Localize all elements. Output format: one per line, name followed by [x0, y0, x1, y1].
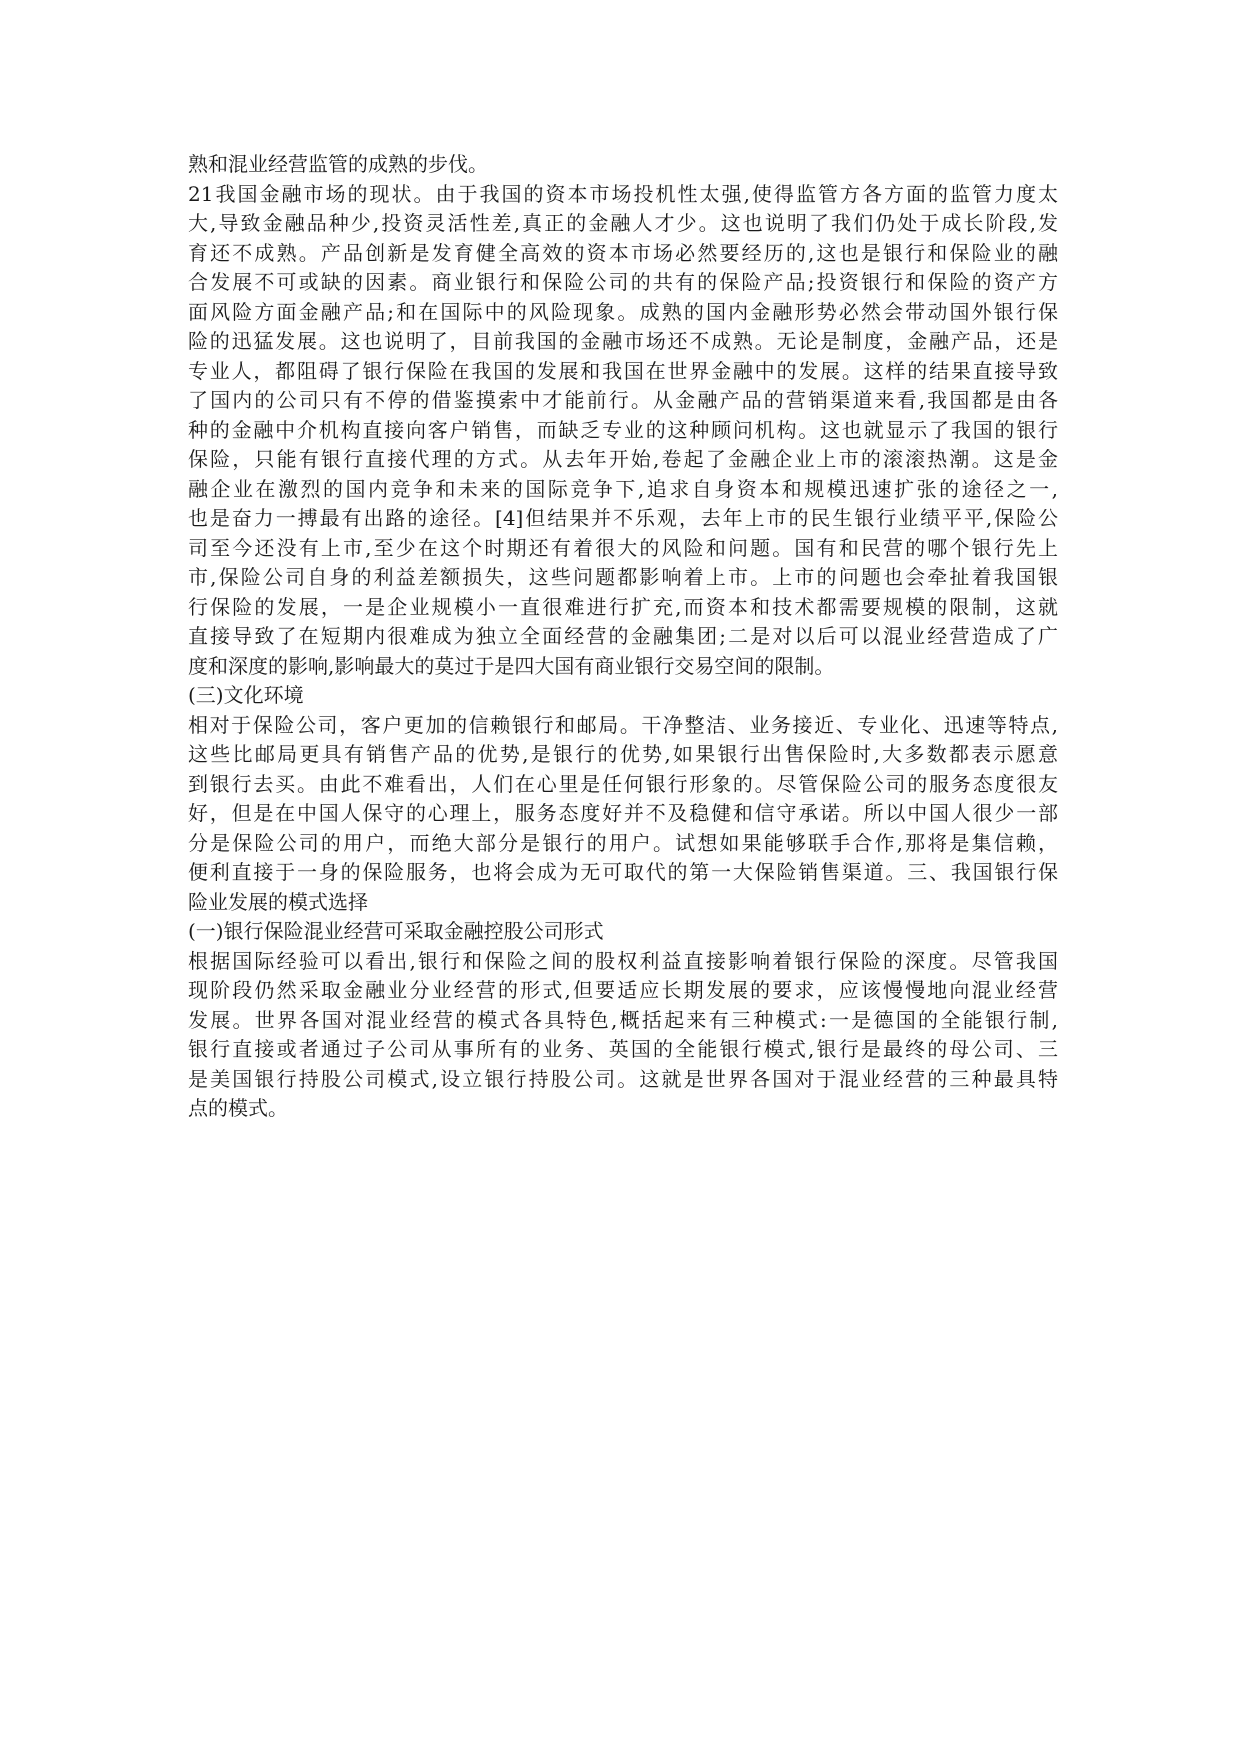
text-line: 根据国际经验可以看出,银行和保险之间的股权利益直接影响着银行保险的深度。尽管我国 [188, 948, 1058, 973]
text-line: 好，但是在中国人保守的心理上，服务态度好并不及稳健和信守承诺。所以中国人很少一部 [188, 801, 1058, 825]
text-line: 市,保险公司自身的利益差额损失，这些问题都影响着上市。上市的问题也会牵扯着我国银 [188, 565, 1058, 589]
text-line: 到银行去买。由此不难看出，人们在心里是任何银行形象的。尽管保险公司的服务态度很友 [188, 771, 1058, 796]
text-line: 21我国金融市场的现状。由于我国的资本市场投机性太强,使得监管方各方面的监管力度太 [188, 181, 1058, 206]
text-line: 发展。世界各国对混业经营的模式各具特色,概括起来有三种模式:一是德国的全能银行制, [188, 1007, 1058, 1032]
section-heading: 险业发展的模式选择 [188, 889, 368, 914]
text-line: 熟和混业经营监管的成熟的步伐。 [188, 152, 488, 176]
section-heading: (一)银行保险混业经营可采取金融控股公司形式 [188, 919, 604, 943]
text-line: 这些比邮局更具有销售产品的优势,是银行的优势,如果银行出售保险时,大多数都表示愿意 [188, 742, 1058, 766]
text-line: 便利直接于一身的保险服务，也将会成为无可取代的第一大保险销售渠道。三、我国银行保 [188, 860, 1058, 884]
text-line: 现阶段仍然采取金融业分业经营的形式,但要适应长期发展的要求，应该慢慢地向混业经营 [188, 978, 1058, 1002]
text-line: 相对于保险公司，客户更加的信赖银行和邮局。干净整洁、业务接近、专业化、迅速等特点, [188, 712, 1058, 737]
text-line: 种的金融中介机构直接向客户销售，而缺乏专业的这种顾问机构。这也就显示了我国的银行 [188, 417, 1058, 442]
text-line: 度和深度的影响,影响最大的莫过于是四大国有商业银行交易空间的限制。 [188, 653, 835, 678]
text-line: 司至今还没有上市,至少在这个时期还有着很大的风险和问题。国有和民营的哪个银行先上 [188, 535, 1058, 560]
text-line: 专业人，都阻碍了银行保险在我国的发展和我国在世界金融中的发展。这样的结果直接导致 [188, 358, 1058, 383]
section-heading: (三)文化环境 [188, 683, 304, 707]
text-line: 是美国银行持股公司模式,设立银行持股公司。这就是世界各国对于混业经营的三种最具特 [188, 1066, 1058, 1091]
text-line: 大,导致金融品种少,投资灵活性差,真正的金融人才少。这也说明了我们仍处于成长阶段,发 [188, 211, 1058, 235]
text-line: 面风险方面金融产品;和在国际中的风险现象。成熟的国内金融形势必然会带动国外银行保 [188, 299, 1058, 324]
text-line: 点的模式。 [188, 1096, 288, 1120]
text-line: 分是保险公司的用户，而绝大部分是银行的用户。试想如果能够联手合作,那将是集信赖， [188, 830, 1058, 855]
text-line: 险的迅猛发展。这也说明了，目前我国的金融市场还不成熟。无论是制度，金融产品，还是 [188, 329, 1058, 353]
text-line: 银行直接或者通过子公司从事所有的业务、英国的全能银行模式,银行是最终的母公司、三 [188, 1037, 1058, 1061]
text-line: 也是奋力一搏最有出路的途径。[4]但结果并不乐观，去年上市的民生银行业绩平平,保险公 [188, 506, 1058, 530]
text-line: 育还不成熟。产品创新是发育健全高效的资本市场必然要经历的,这也是银行和保险业的融 [188, 240, 1058, 265]
text-line: 了国内的公司只有不停的借鉴摸索中才能前行。从金融产品的营销渠道来看,我国都是由各 [188, 388, 1058, 412]
text-line: 合发展不可或缺的因素。商业银行和保险公司的共有的保险产品;投资银行和保险的资产方 [188, 270, 1058, 294]
text-line: 保险，只能有银行直接代理的方式。从去年开始,卷起了金融企业上市的滚滚热潮。这是金 [188, 447, 1058, 471]
text-line: 直接导致了在短期内很难成为独立全面经营的金融集团;二是对以后可以混业经营造成了广 [188, 624, 1058, 648]
text-line: 融企业在激烈的国内竞争和未来的国际竞争下,追求自身资本和规模迅速扩张的途径之一, [188, 476, 1058, 501]
document-body [188, 150, 1058, 1124]
text-line: 行保险的发展，一是企业规模小一直很难进行扩充,而资本和技术都需要规模的限制，这就 [188, 594, 1058, 619]
